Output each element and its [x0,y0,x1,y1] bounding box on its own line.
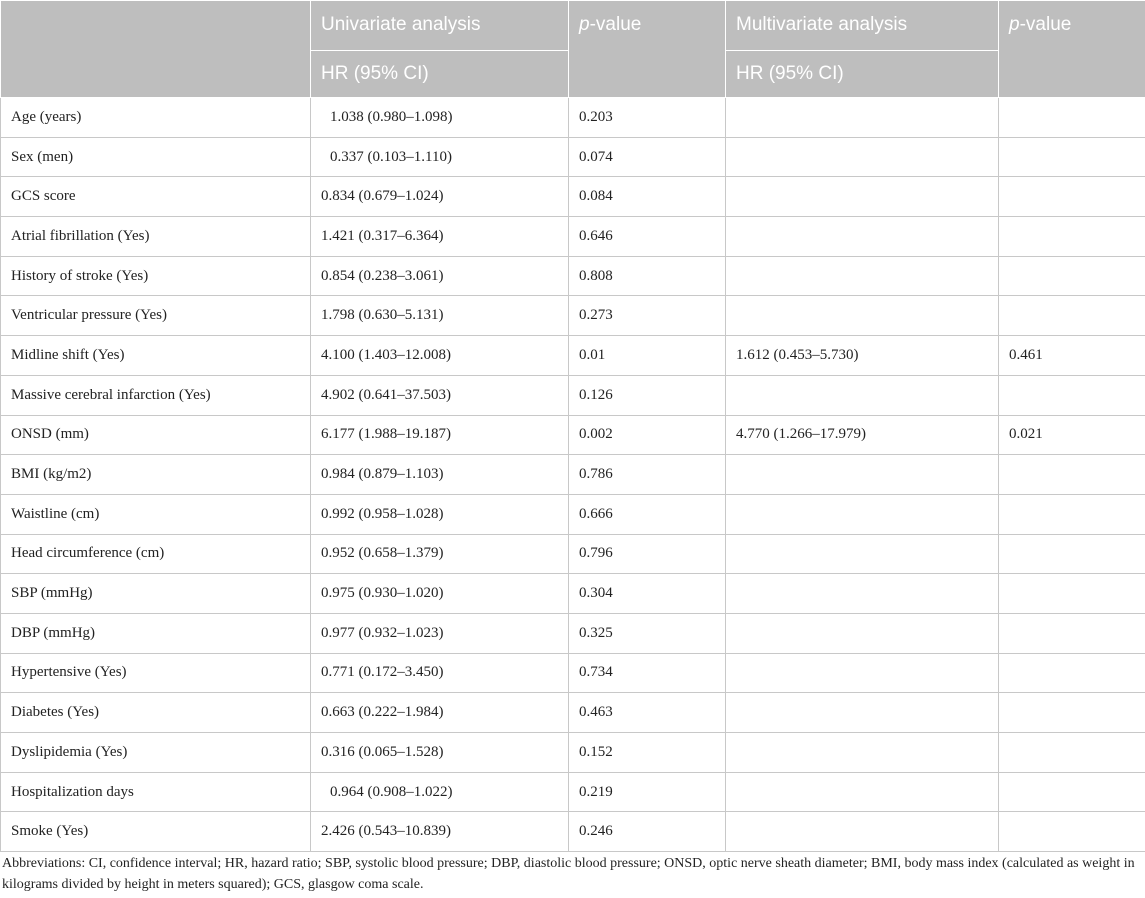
footnote: Abbreviations: CI, confidence interval; HR, hazard ratio; SBP, systolic blood pressure; DBP, diastolic blood pressure; ONSD, optic nerve sheath diameter; BMI, body mass index (calculated as weight in kilograms divided by height in meters squared); GCS, glasgow coma scale. [2,856,1135,892]
variable-cell: Dyslipidemia (Yes) [1,733,311,773]
table-row [1,772,1145,812]
variable-cell: Hospitalization days [1,772,311,812]
table-row [1,217,1145,257]
variable-cell: Hypertensive (Yes) [1,653,311,693]
multivariate-hr-cell [726,256,999,296]
table-row [1,534,1145,574]
multivariate-hr-cell [726,653,999,693]
header-univariate-p-value [569,1,726,98]
multivariate-hr-cell [726,534,999,574]
header-univariate-hr: HR (95% CI) [311,51,569,98]
univariate-hr-cell: 0.663 (0.222–1.984) [311,693,569,733]
header-multivariate-p-value [999,1,1145,98]
univariate-hr-cell: 0.337 (0.103–1.110) [311,137,569,177]
table-row [1,375,1145,415]
multivariate-hr-cell [726,812,999,852]
multivariate-p-cell [999,98,1145,138]
p-suffix: -value [1019,14,1072,35]
multivariate-p-cell [999,653,1145,693]
univariate-p-cell: 0.152 [569,733,726,773]
table-row [1,653,1145,693]
univariate-p-cell: 0.666 [569,494,726,534]
multivariate-p-cell [999,574,1145,614]
table-row [1,256,1145,296]
multivariate-p-cell [999,455,1145,495]
univariate-hr-cell: 0.992 (0.958–1.028) [311,494,569,534]
p-italic: p [1009,14,1020,35]
table-header [1,1,1145,98]
multivariate-p-cell [999,217,1145,257]
table-row [1,613,1145,653]
univariate-p-cell: 0.126 [569,375,726,415]
multivariate-hr-cell [726,375,999,415]
multivariate-p-cell [999,177,1145,217]
table-row [1,574,1145,614]
table-row [1,812,1145,852]
multivariate-hr-cell [726,455,999,495]
univariate-hr-cell: 0.984 (0.879–1.103) [311,455,569,495]
variable-cell: Smoke (Yes) [1,812,311,852]
variable-cell: Ventricular pressure (Yes) [1,296,311,336]
multivariate-hr-cell [726,98,999,138]
multivariate-p-cell [999,733,1145,773]
multivariate-hr-cell [726,217,999,257]
variable-cell: History of stroke (Yes) [1,256,311,296]
table-row [1,98,1145,138]
univariate-hr-cell: 0.975 (0.930–1.020) [311,574,569,614]
univariate-hr-cell: 2.426 (0.543–10.839) [311,812,569,852]
univariate-p-cell: 0.074 [569,137,726,177]
univariate-hr-cell: 0.952 (0.658–1.379) [311,534,569,574]
header-multivariate: Multivariate analysis [726,1,999,51]
multivariate-hr-cell [726,733,999,773]
univariate-hr-cell: 0.771 (0.172–3.450) [311,653,569,693]
variable-cell: Midline shift (Yes) [1,336,311,376]
table-row [1,455,1145,495]
multivariate-hr-cell [726,613,999,653]
univariate-p-cell: 0.304 [569,574,726,614]
header-multivariate-hr: HR (95% CI) [726,51,999,98]
variable-cell: Head circumference (cm) [1,534,311,574]
univariate-p-cell: 0.219 [569,772,726,812]
univariate-p-cell: 0.646 [569,217,726,257]
multivariate-p-cell [999,296,1145,336]
table-row [1,693,1145,733]
variable-cell: ONSD (mm) [1,415,311,455]
multivariate-hr-cell [726,296,999,336]
variable-cell: Sex (men) [1,137,311,177]
multivariate-p-cell [999,534,1145,574]
univariate-hr-cell: 6.177 (1.988–19.187) [311,415,569,455]
multivariate-hr-cell [726,772,999,812]
univariate-hr-cell: 1.421 (0.317–6.364) [311,217,569,257]
univariate-p-cell: 0.325 [569,613,726,653]
univariate-hr-cell: 4.100 (1.403–12.008) [311,336,569,376]
univariate-hr-cell: 0.977 (0.932–1.023) [311,613,569,653]
univariate-hr-cell: 4.902 (0.641–37.503) [311,375,569,415]
variable-cell: GCS score [1,177,311,217]
multivariate-hr-cell [726,574,999,614]
p-italic: p [579,14,590,35]
variable-cell: SBP (mmHg) [1,574,311,614]
univariate-p-cell: 0.796 [569,534,726,574]
variable-cell: Waistline (cm) [1,494,311,534]
header-blank-cell [1,1,311,98]
variable-cell: DBP (mmHg) [1,613,311,653]
univariate-hr-cell: 1.038 (0.980–1.098) [311,98,569,138]
table-row [1,177,1145,217]
table-row [1,494,1145,534]
univariate-hr-cell: 0.316 (0.065–1.528) [311,733,569,773]
multivariate-p-cell [999,375,1145,415]
multivariate-hr-cell: 1.612 (0.453–5.730) [726,336,999,376]
p-suffix: -value [589,14,642,35]
variable-cell: Age (years) [1,98,311,138]
multivariate-p-cell [999,494,1145,534]
multivariate-p-cell: 0.461 [999,336,1145,376]
univariate-p-cell: 0.734 [569,653,726,693]
univariate-p-cell: 0.01 [569,336,726,376]
univariate-p-cell: 0.808 [569,256,726,296]
multivariate-p-cell [999,256,1145,296]
multivariate-p-cell [999,812,1145,852]
multivariate-hr-cell: 4.770 (1.266–17.979) [726,415,999,455]
multivariate-p-cell [999,137,1145,177]
header-univariate: Univariate analysis [311,1,569,51]
univariate-p-cell: 0.463 [569,693,726,733]
univariate-hr-cell: 0.834 (0.679–1.024) [311,177,569,217]
multivariate-p-cell [999,613,1145,653]
univariate-p-cell: 0.002 [569,415,726,455]
table-row [1,296,1145,336]
multivariate-hr-cell [726,494,999,534]
univariate-p-cell: 0.273 [569,296,726,336]
table-row [1,137,1145,177]
univariate-p-cell: 0.084 [569,177,726,217]
multivariate-p-cell [999,772,1145,812]
variable-cell: Diabetes (Yes) [1,693,311,733]
table-row [1,415,1145,455]
table-row [1,733,1145,773]
multivariate-p-cell: 0.021 [999,415,1145,455]
multivariate-p-cell [999,693,1145,733]
univariate-hr-cell: 0.964 (0.908–1.022) [311,772,569,812]
univariate-p-cell: 0.786 [569,455,726,495]
table-row [1,336,1145,376]
variable-cell: Massive cerebral infarction (Yes) [1,375,311,415]
multivariate-hr-cell [726,137,999,177]
variable-cell: BMI (kg/m2) [1,455,311,495]
univariate-hr-cell: 0.854 (0.238–3.061) [311,256,569,296]
univariate-p-cell: 0.203 [569,98,726,138]
univariate-hr-cell: 1.798 (0.630–5.131) [311,296,569,336]
variable-cell: Atrial fibrillation (Yes) [1,217,311,257]
univariate-p-cell: 0.246 [569,812,726,852]
table-body [1,98,1145,852]
multivariate-hr-cell [726,177,999,217]
multivariate-hr-cell [726,693,999,733]
